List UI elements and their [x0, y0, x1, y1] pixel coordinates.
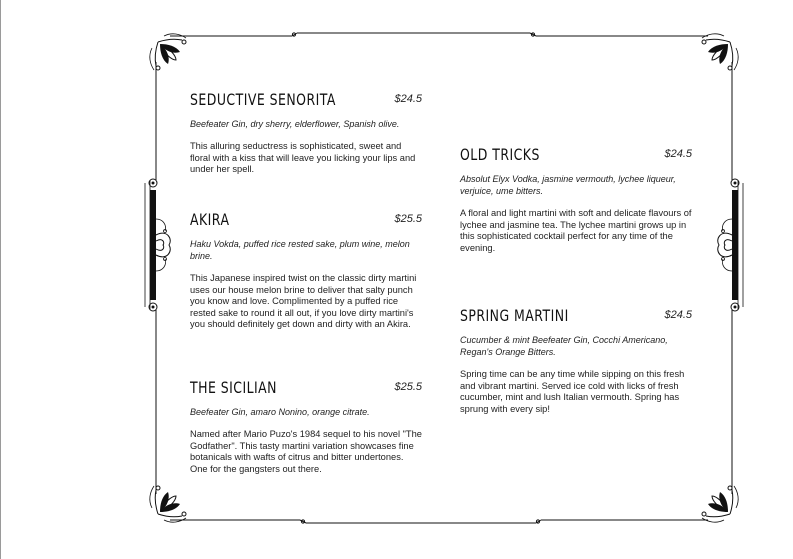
menu-item-name: OLD TRICKS — [460, 145, 540, 164]
menu-item-header — [460, 145, 692, 167]
art-deco-fan-ornament-icon-bottom-right — [702, 486, 738, 522]
menu-item-ingredients: Cucumber & mint Beefeater Gin, Cocchi Americano, Regan's Orange Bitters. — [460, 335, 668, 357]
menu-item-price: $24.5 — [664, 148, 692, 160]
menu-item-ingredients: Absolut Elyx Vodka, jasmine vermouth, lychee liqueur, verjuice, ume bitters. — [460, 174, 676, 196]
menu-item-ingredients: Haku Vokda, puffed rice rested sake, plum wine, melon brine. — [190, 239, 410, 261]
menu-item-name: SPRING MARTINI — [460, 306, 569, 325]
menu-item-description: A floral and light martini with soft and delicate flavours of lychee and jasmine tea. The lychee martini grows up in this sophisticated cocktail perfect for any time of the evening. — [460, 208, 692, 253]
menu-item-ingredients: Beefeater Gin, amaro Nonino, orange citrate. — [190, 407, 370, 417]
menu-item-spring-martini — [460, 306, 692, 415]
menu-item-name: AKIRA — [190, 210, 230, 229]
menu-item-header — [190, 378, 422, 400]
menu-item-price: $24.5 — [394, 93, 422, 105]
menu-item-header — [190, 210, 422, 232]
menu-item-akira — [190, 210, 422, 331]
menu-item-seductive-senorita — [190, 90, 422, 176]
menu-item-description: Spring time can be any time while sipping on this fresh and vibrant martini. Served ice cold with licks of fresh cucumber, mint and lush Italian vermouth. Spring has sprung with every sip! — [460, 369, 685, 414]
menu-item-header — [460, 306, 692, 328]
art-deco-fan-ornament-icon-bottom-left — [150, 486, 186, 522]
menu-item-ingredients: Beefeater Gin, dry sherry, elderflower, Spanish olive. — [190, 119, 400, 129]
menu-item-description: Named after Mario Puzo's 1984 sequel to his novel "The Godfather". This tasty martini variation showcases fine botanicals with wafts of citrus and bitter undertones. One for the gangsters out there. — [190, 429, 422, 474]
menu-item-old-tricks — [460, 145, 692, 254]
menu-item-description: This alluring seductress is sophisticated, sweet and floral with a kiss that will leave you licking your lips and under her spell. — [190, 141, 416, 175]
menu-item-name: THE SICILIAN — [190, 378, 277, 397]
menu-item-price: $25.5 — [394, 381, 422, 393]
art-deco-fan-ornament-icon-top-right — [702, 34, 738, 70]
menu-item-price: $25.5 — [394, 213, 422, 225]
menu-item-description: This Japanese inspired twist on the classic dirty martini uses our house melon brine to deliver that salty punch you know and love. Complimented by a puffed rice rested sake to round it all out, if you love dirty martini's you should definitely get down and dirty with an Akira. — [190, 273, 417, 330]
menu-item-the-sicilian — [190, 378, 422, 475]
menu-item-price: $24.5 — [664, 309, 692, 321]
menu-item-header — [190, 90, 422, 112]
art-deco-side-bar-ornament-icon-left — [145, 179, 170, 311]
art-deco-fan-ornament-icon-top-left — [150, 34, 186, 70]
art-deco-side-bar-ornament-icon-right — [718, 179, 743, 311]
menu-item-name: SEDUCTIVE SENORITA — [190, 90, 336, 109]
